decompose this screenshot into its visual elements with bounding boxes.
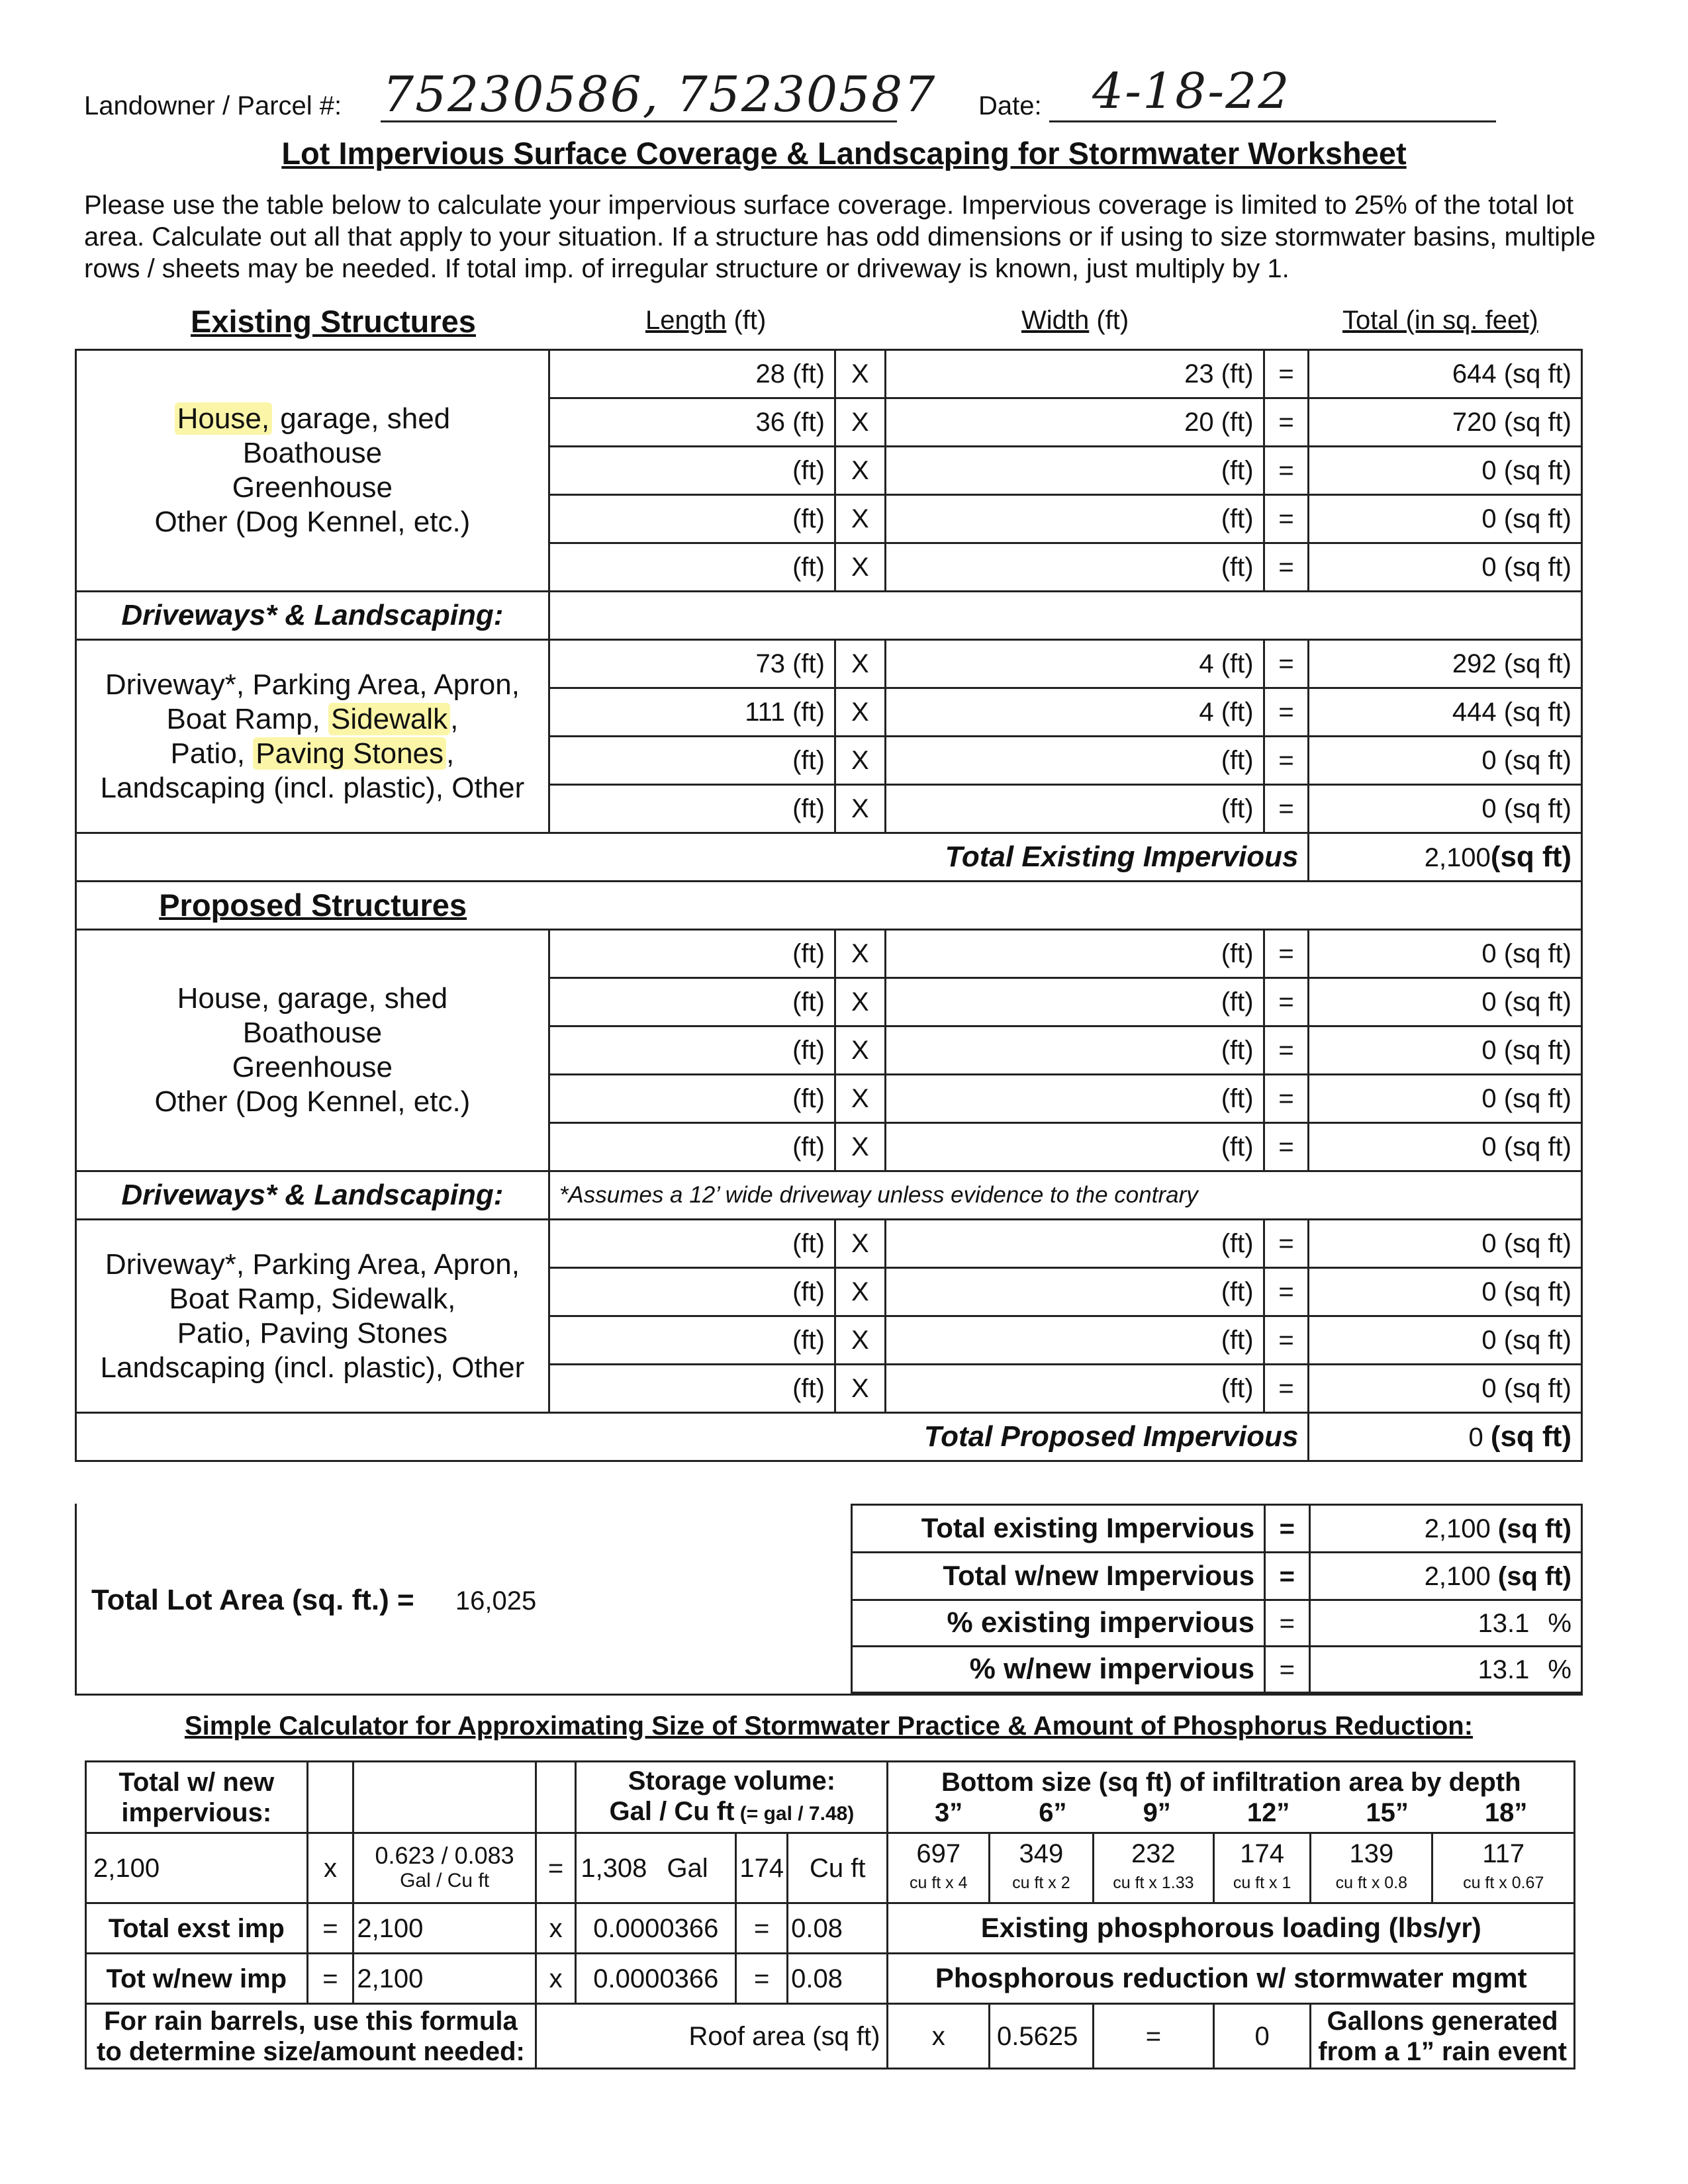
proposed-driveway-line-3: Patio, Paving Stones xyxy=(177,1316,448,1349)
parcel-label: Landowner / Parcel #: xyxy=(84,91,342,120)
greenhouse-label: Greenhouse xyxy=(232,471,393,504)
bottom-size-12in xyxy=(1213,1833,1310,1903)
phosphorus-factor: 0.0000366 xyxy=(576,1903,736,1954)
factor-value: 0.623 / 0.083 xyxy=(375,1841,514,1869)
storage-volume-header xyxy=(576,1762,888,1833)
tot-new-imp-value[interactable]: 2,100 xyxy=(353,1954,536,2004)
width-cell[interactable]: (ft) xyxy=(885,785,1264,833)
gal-cuft-label: Gal / Cu ft xyxy=(609,1796,735,1826)
equals-sign: = xyxy=(1264,1316,1309,1365)
house-highlight: House, xyxy=(175,402,272,435)
times-sign: x xyxy=(536,1903,575,1954)
summary-unit: % xyxy=(1548,1655,1571,1684)
width-cell[interactable]: (ft) xyxy=(885,447,1264,495)
bottom-note: cu ft x 4 xyxy=(909,1873,968,1892)
times-sign: X xyxy=(835,1365,885,1413)
total-new-summary-value xyxy=(1309,1553,1581,1600)
width-cell[interactable]: (ft) xyxy=(885,1026,1264,1075)
times-sign: X xyxy=(835,350,885,398)
bottom-size-18in xyxy=(1432,1833,1575,1903)
total-cell: 0 (sq ft) xyxy=(1309,1316,1582,1365)
blank-row xyxy=(549,882,1581,930)
times-sign: x xyxy=(307,1833,353,1903)
length-cell[interactable]: (ft) xyxy=(549,930,835,978)
width-column-heading xyxy=(1021,306,1129,336)
times-sign: X xyxy=(835,1123,885,1171)
depth-label: 18” xyxy=(1484,1797,1528,1827)
parcel-value[interactable]: 75230586, 75230587 xyxy=(383,66,937,123)
equals-sign: = xyxy=(536,1833,575,1903)
conversion-factor xyxy=(353,1833,536,1903)
header-line: impervious: xyxy=(121,1797,272,1827)
total-new-value[interactable]: 2,100 xyxy=(86,1833,308,1903)
existing-phosphorus-desc: Existing phosphorous loading (lbs/yr) xyxy=(888,1903,1575,1954)
parcel-underline xyxy=(381,120,897,122)
total-proposed-number: 0 xyxy=(1468,1422,1483,1452)
proposed-label-line-1: House, garage, shed xyxy=(177,982,448,1015)
equals-sign: = xyxy=(1093,2004,1213,2069)
equals-sign: = xyxy=(1264,447,1309,495)
summary-unit: % xyxy=(1548,1608,1571,1638)
proposed-driveway-line-1: Driveway*, Parking Area, Apron, xyxy=(105,1248,520,1281)
proposed-driveway-line-4: Landscaping (incl. plastic), Other xyxy=(100,1351,525,1384)
driveway-label-line-3 xyxy=(86,737,539,771)
total-cell: 0 (sq ft) xyxy=(1309,737,1582,785)
total-cell: 0 (sq ft) xyxy=(1309,930,1582,978)
proposed-label-line-3: Greenhouse xyxy=(232,1051,393,1083)
times-sign: X xyxy=(835,737,885,785)
times-sign: X xyxy=(835,785,885,833)
garage-shed-label: garage, shed xyxy=(272,402,451,435)
length-cell[interactable]: (ft) xyxy=(549,1220,835,1268)
total-cell: 0 (sq ft) xyxy=(1309,543,1582,592)
total-cell: 0 (sq ft) xyxy=(1309,1365,1582,1413)
times-sign: x xyxy=(888,2004,990,2069)
existing-phosphorus-value: 0.08 xyxy=(788,1903,888,1954)
width-cell[interactable]: (ft) xyxy=(885,1123,1264,1171)
width-cell[interactable]: (ft) xyxy=(885,1075,1264,1123)
rain-factor: 0.5625 xyxy=(990,2004,1094,2069)
proposed-driveways-label xyxy=(76,1220,549,1413)
proposed-driveway-line-2: Boat Ramp, Sidewalk, xyxy=(169,1282,456,1315)
times-sign: X xyxy=(835,930,885,978)
equals-sign: = xyxy=(1264,737,1309,785)
total-cell: 0 (sq ft) xyxy=(1309,1075,1582,1123)
pct-existing-label: % existing impervious xyxy=(852,1600,1265,1647)
width-cell[interactable]: (ft) xyxy=(885,930,1264,978)
rain-barrel-line: For rain barrels, use this formula xyxy=(104,2006,518,2036)
summary-number: 2,100 xyxy=(1424,1514,1491,1543)
total-proposed-label: Total Proposed Impervious xyxy=(76,1413,1309,1461)
equals-sign: = xyxy=(1264,978,1309,1026)
length-cell[interactable]: 36 (ft) xyxy=(549,398,835,447)
equals-sign: = xyxy=(1264,688,1309,737)
times-sign: X xyxy=(835,495,885,543)
summary-number: 2,100 xyxy=(1424,1561,1491,1591)
width-label: Width xyxy=(1021,306,1090,335)
summary-number: 13.1 xyxy=(1477,1608,1530,1638)
header-line: Total w/ new xyxy=(118,1767,275,1797)
times-sign: X xyxy=(835,1316,885,1365)
header-line: Bottom size (sq ft) of infiltration area by depth xyxy=(941,1767,1521,1797)
depth-row xyxy=(896,1797,1566,1828)
length-cell[interactable]: (ft) xyxy=(549,1123,835,1171)
total-cell: 444 (sq ft) xyxy=(1309,688,1582,737)
length-column-heading xyxy=(645,306,766,336)
width-cell[interactable]: (ft) xyxy=(885,978,1264,1026)
summary-unit: (sq ft) xyxy=(1497,1561,1571,1591)
bottom-note: cu ft x 2 xyxy=(1012,1873,1070,1892)
width-cell[interactable]: 4 (ft) xyxy=(885,640,1264,688)
phosphorus-factor: 0.0000366 xyxy=(576,1954,736,2004)
gallons-generated-value: 0 xyxy=(1213,2004,1310,2069)
width-cell[interactable]: 23 (ft) xyxy=(885,350,1264,398)
proposed-label-line-4: Other (Dog Kennel, etc.) xyxy=(154,1085,471,1118)
equals-sign: = xyxy=(1264,1220,1309,1268)
tot-new-imp-label: Tot w/new imp xyxy=(86,1954,308,2004)
width-cell[interactable]: (ft) xyxy=(885,1365,1264,1413)
gallons-line: from a 1” rain event xyxy=(1318,2036,1567,2066)
total-cell: 0 (sq ft) xyxy=(1309,1268,1582,1316)
other-label: Other (Dog Kennel, etc.) xyxy=(154,506,471,538)
summary-table xyxy=(851,1504,1583,1694)
proposed-driveways-heading: Driveways* & Landscaping: xyxy=(76,1171,549,1220)
sidewalk-highlight: Sidewalk xyxy=(328,703,450,735)
gallons-line: Gallons generated xyxy=(1327,2006,1558,2036)
bottom-value: 139 xyxy=(1349,1839,1394,1868)
width-unit: (ft) xyxy=(1089,306,1129,335)
total-cell: 0 (sq ft) xyxy=(1309,1220,1582,1268)
factor-units: Gal / Cu ft xyxy=(400,1869,490,1891)
length-cell[interactable]: (ft) xyxy=(549,495,835,543)
rain-barrel-line: to determine size/amount needed: xyxy=(97,2036,525,2066)
date-label: Date: xyxy=(978,91,1042,120)
header-line xyxy=(583,1796,880,1829)
total-cell: 0 (sq ft) xyxy=(1309,1026,1582,1075)
total-cell: 720 (sq ft) xyxy=(1309,398,1582,447)
width-cell[interactable]: 4 (ft) xyxy=(885,688,1264,737)
total-existing-summary-value xyxy=(1309,1505,1581,1553)
lot-area-label: Total Lot Area (sq. ft.) = xyxy=(91,1584,414,1616)
proposed-label-line-2: Boathouse xyxy=(242,1017,383,1049)
total-existing-unit: (sq ft) xyxy=(1490,840,1571,873)
cuft-unit: Cu ft xyxy=(788,1833,888,1903)
total-exst-imp-label: Total exst imp xyxy=(86,1903,308,1954)
comma: , xyxy=(446,737,455,770)
equals-sign: = xyxy=(307,1954,353,2004)
gallons-generated-desc xyxy=(1311,2004,1575,2069)
existing-structures-label-line xyxy=(86,402,539,436)
gal-unit: Gal xyxy=(667,1853,708,1883)
total-exst-imp-value[interactable]: 2,100 xyxy=(353,1903,536,1954)
equals-sign: = xyxy=(1264,495,1309,543)
bottom-value: 697 xyxy=(916,1839,961,1868)
date-underline xyxy=(1049,120,1496,122)
lot-area-row xyxy=(91,1584,536,1617)
total-new-header xyxy=(86,1762,308,1833)
total-existing-value xyxy=(1309,833,1582,882)
length-cell[interactable]: 111 (ft) xyxy=(549,688,835,737)
equals-sign: = xyxy=(1264,350,1309,398)
paving-stones-highlight: Paving Stones xyxy=(253,737,446,770)
equals-sign: = xyxy=(1264,543,1309,592)
width-cell[interactable]: (ft) xyxy=(885,1220,1264,1268)
boathouse-label: Boathouse xyxy=(242,437,383,469)
times-sign: X xyxy=(835,1026,885,1075)
times-sign: X xyxy=(835,978,885,1026)
width-cell[interactable]: (ft) xyxy=(885,737,1264,785)
equals-sign: = xyxy=(1265,1553,1310,1600)
equals-sign: = xyxy=(1264,1268,1309,1316)
proposed-structures-heading xyxy=(76,882,549,930)
total-cell: 0 (sq ft) xyxy=(1309,785,1582,833)
length-cell[interactable]: (ft) xyxy=(549,1365,835,1413)
calculator-title: Simple Calculator for Approximating Size of Stormwater Practice & Amount of Phosphorus Reduction: xyxy=(184,1711,1474,1741)
total-cell: 0 (sq ft) xyxy=(1309,447,1582,495)
bottom-value: 349 xyxy=(1019,1839,1064,1868)
bottom-size-3in xyxy=(888,1833,990,1903)
total-cell: 292 (sq ft) xyxy=(1309,640,1582,688)
equals-sign: = xyxy=(1265,1647,1310,1693)
lot-area-value[interactable]: 16,025 xyxy=(455,1586,537,1615)
equals-sign: = xyxy=(1264,1026,1309,1075)
equals-sign: = xyxy=(736,1903,788,1954)
bottom-size-6in xyxy=(990,1833,1094,1903)
rain-barrel-label xyxy=(86,2004,536,2069)
depth-label: 6” xyxy=(1039,1797,1067,1827)
total-existing-label: Total Existing Impervious xyxy=(76,833,1309,882)
pct-new-value xyxy=(1309,1647,1581,1693)
total-cell: 644 (sq ft) xyxy=(1309,350,1582,398)
equals-sign: = xyxy=(1264,1123,1309,1171)
total-column-heading: Total (in sq. feet) xyxy=(1342,306,1538,335)
equals-sign: = xyxy=(1264,1365,1309,1413)
equals-sign: = xyxy=(1264,930,1309,978)
blank-row xyxy=(549,592,1581,640)
times-sign: X xyxy=(835,1220,885,1268)
driveway-assumption-note: *Assumes a 12’ wide driveway unless evidence to the contrary xyxy=(549,1171,1581,1220)
length-cell[interactable]: (ft) xyxy=(549,785,835,833)
equals-sign: = xyxy=(1265,1505,1310,1553)
total-cell: 0 (sq ft) xyxy=(1309,1123,1582,1171)
bottom-size-15in xyxy=(1311,1833,1432,1903)
times-sign: X xyxy=(835,398,885,447)
length-cell[interactable]: 28 (ft) xyxy=(549,350,835,398)
driveway-label-line-4: Landscaping (incl. plastic), Other xyxy=(100,771,525,804)
page-title: Lot Impervious Surface Coverage & Landscaping for Stormwater Worksheet xyxy=(281,136,1407,171)
depth-label: 12” xyxy=(1246,1797,1290,1827)
patio-label: Patio, xyxy=(170,737,254,770)
length-cell[interactable]: (ft) xyxy=(549,1075,835,1123)
length-unit: (ft) xyxy=(726,306,767,335)
width-cell[interactable]: (ft) xyxy=(885,543,1264,592)
length-cell[interactable]: (ft) xyxy=(549,1268,835,1316)
bottom-note: cu ft x 0.8 xyxy=(1335,1873,1408,1892)
length-cell[interactable]: (ft) xyxy=(549,447,835,495)
bottom-note: cu ft x 0.67 xyxy=(1463,1873,1544,1892)
length-cell[interactable]: 73 (ft) xyxy=(549,640,835,688)
times-sign: X xyxy=(835,688,885,737)
total-proposed-unit: (sq ft) xyxy=(1490,1420,1571,1453)
width-cell[interactable]: 20 (ft) xyxy=(885,398,1264,447)
gal-number: 1,308 xyxy=(581,1853,647,1883)
equals-sign: = xyxy=(307,1903,353,1954)
cuft-value: 174 xyxy=(736,1833,788,1903)
total-proposed-value xyxy=(1309,1413,1582,1461)
equals-sign: = xyxy=(1264,398,1309,447)
bottom-size-header xyxy=(888,1762,1575,1833)
proposed-structures-label xyxy=(76,930,549,1171)
length-cell[interactable]: (ft) xyxy=(549,737,835,785)
times-sign: X xyxy=(835,1268,885,1316)
impervious-table xyxy=(75,349,1583,1462)
header-line: Storage volume: xyxy=(628,1766,836,1796)
times-sign: X xyxy=(835,1075,885,1123)
total-existing-number: 2,100 xyxy=(1424,842,1491,872)
blank-cell xyxy=(536,1762,575,1833)
bottom-value: 117 xyxy=(1482,1839,1525,1868)
bottom-value: 174 xyxy=(1240,1839,1284,1868)
length-label: Length xyxy=(645,306,727,335)
equals-sign: = xyxy=(1264,1075,1309,1123)
length-cell[interactable]: (ft) xyxy=(549,978,835,1026)
summary-number: 13.1 xyxy=(1477,1655,1530,1684)
existing-driveways-heading: Driveways* & Landscaping: xyxy=(76,592,549,640)
bottom-note: cu ft x 1.33 xyxy=(1113,1873,1194,1892)
length-cell[interactable]: (ft) xyxy=(549,1316,835,1365)
gallons-value xyxy=(576,1833,736,1903)
total-cell: 0 (sq ft) xyxy=(1309,978,1582,1026)
depth-label: 9” xyxy=(1143,1797,1171,1827)
bottom-value: 232 xyxy=(1131,1839,1176,1868)
phosphorus-reduction-desc: Phosphorous reduction w/ stormwater mgmt xyxy=(888,1954,1575,2004)
equals-sign: = xyxy=(1264,785,1309,833)
equals-sign: = xyxy=(1264,640,1309,688)
equals-sign: = xyxy=(1265,1600,1310,1647)
bottom-note: cu ft x 1 xyxy=(1233,1873,1291,1892)
times-sign: X xyxy=(835,447,885,495)
times-sign: X xyxy=(835,543,885,592)
times-sign: X xyxy=(835,640,885,688)
depth-label: 15” xyxy=(1366,1797,1409,1827)
width-cell[interactable]: (ft) xyxy=(885,495,1264,543)
driveway-label-line-2 xyxy=(86,702,539,737)
pct-new-label: % w/new impervious xyxy=(852,1647,1265,1693)
date-value[interactable]: 4-18-22 xyxy=(1092,63,1291,120)
total-existing-summary-label: Total existing Impervious xyxy=(852,1505,1265,1553)
depth-label: 3” xyxy=(935,1797,963,1827)
total-cell: 0 (sq ft) xyxy=(1309,495,1582,543)
blank-cell xyxy=(353,1762,536,1833)
length-cell[interactable]: (ft) xyxy=(549,1026,835,1075)
existing-structures-label xyxy=(76,350,549,592)
proposed-structures-heading-text: Proposed Structures xyxy=(159,887,467,923)
width-cell[interactable]: (ft) xyxy=(885,1316,1264,1365)
summary-unit: (sq ft) xyxy=(1497,1514,1571,1543)
length-cell[interactable]: (ft) xyxy=(549,543,835,592)
bottom-size-9in xyxy=(1093,1833,1213,1903)
pct-existing-value xyxy=(1309,1600,1581,1647)
total-new-summary-label: Total w/new Impervious xyxy=(852,1553,1265,1600)
existing-structures-heading: Existing Structures xyxy=(191,304,476,339)
equals-sign: = xyxy=(736,1954,788,2004)
boat-ramp-label: Boat Ramp, xyxy=(166,702,328,735)
conversion-note: (= gal / 7.48) xyxy=(734,1802,855,1825)
existing-driveways-label xyxy=(76,640,549,833)
calculator-table xyxy=(85,1760,1575,2070)
driveway-label-line-1: Driveway*, Parking Area, Apron, xyxy=(105,668,520,701)
comma: , xyxy=(450,702,459,735)
times-sign: x xyxy=(536,1954,575,2004)
width-cell[interactable]: (ft) xyxy=(885,1268,1264,1316)
roof-area-label[interactable]: Roof area (sq ft) xyxy=(536,2004,888,2069)
intro-text: Please use the table below to calculate your impervious surface coverage. Impervious coverage is limited to 25% of the total lot area. Calculate out all that apply to your situation. If a structure has odd dimensions or if using to size stormwater basins, multiple rows / sheets may be needed. If total imp. of irregular structure or driveway is known, just multiply by 1. xyxy=(84,191,1596,283)
blank-cell xyxy=(307,1762,353,1833)
phosphorus-reduction-value: 0.08 xyxy=(788,1954,888,2004)
